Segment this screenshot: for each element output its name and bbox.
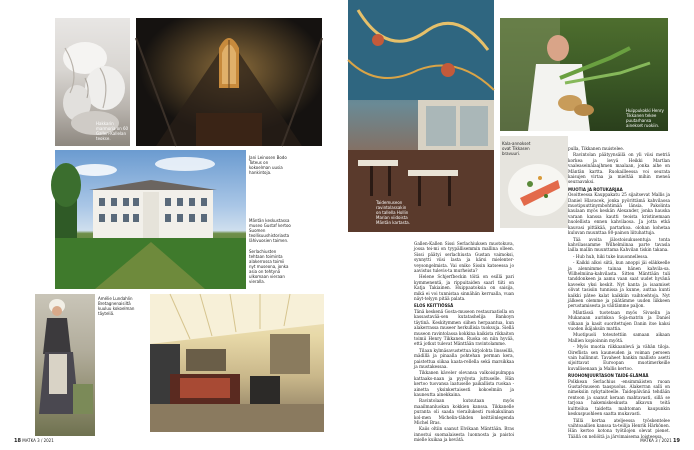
- article-paragraph: Gallen-Kallen Sissi Serlachiuksen muotokuva, jossa tei-mi on tyypällisemmin mallina olleen. Sissi päätyi serlachiusta Gustan vaimoksi, synnytti viisi lasta ja kärsi mielenter-veysongelmista. Vai oniko Sissin katseessa jo aavistus tulevis-ta murheista?: [414, 241, 514, 274]
- article-column-1: [414, 241, 514, 443]
- article-paragraph: Muotipuoli toteutettiin samaan aikaan Mallien kopioinnin myötä.: [568, 332, 670, 343]
- article-paragraph: Tilaan kylmäsavustettua kirjolohta linsseillä, mädillä ja pinaalla pohtehan perman kera, paistettua siikaa kaata-rellella sekä marsikkaa ja mustakessaa.: [414, 347, 514, 369]
- caption-chef: Huippukokki Henry Tikkanen tekee puutarhansa ainekset ruokiin.: [626, 108, 664, 128]
- caption-church: Jani Leinosen Bodo Toteus on kokoelman uusia hankintoja.: [249, 155, 287, 175]
- caption-museum-2: Serlachiusten tehtaan toiminta alakerrossa toimii nyt museona, jonka asia on tehtynä ulkomaan vieraan vieralla.: [249, 249, 289, 284]
- right-page-number: 19: [673, 438, 680, 444]
- restaurant-shapes: [348, 0, 494, 232]
- article-paragraph: Tällä kertaa ateljeessa työskentelee vaihtoaallien kanssa ta-teilija Henrik Härkönen. Hän kertoo kotona työtilojen olevat pienet. Täällä on neliöitä ja järvimaisema loisteessa.: [568, 417, 670, 439]
- caption-museum: Mäntän keskustassa museo Gustaf kertoo Suomen teollisuushistoriasta lähivuosien taimen.: [249, 218, 291, 243]
- article-paragraph: Osoitteessa Kauppakatu 25 sijaitsevat Mallis ja Daniel Hlavacek, jonka pyörittämä kahvilaosa muotipuuttinymbohtimää länsia. Pakolinta kaulaan myös keskän Alexander, jonka hauska varaan kanssa kautti teoista kristinemaan huolellista ennen kahvilaosa. Ja jotta etkä kauvasi pittäkää, partarkoa. olohan kohetaa kuluvan muunttaa 80-painon liituhattuja.: [568, 192, 670, 236]
- painting-photo: [35, 294, 95, 436]
- left-folio: [14, 438, 54, 444]
- caption-dish: Kala-annokset ovat Tikkasen bravuuri.: [502, 141, 531, 156]
- article-paragraph: Mäntässä tuotetaan myös Sivuelin ja Mukanaan aurinkoa Soja-matrin ja Daniel vilkaan ja kasit suoritettujen Danin itse kaksi vuoden ikäjaksiin mattia.: [568, 309, 670, 331]
- gallery-shapes: [150, 294, 324, 432]
- church-photo: [136, 18, 322, 146]
- left-page-number: 18: [14, 438, 21, 444]
- article-paragraph: Tää avoita jälostoisukusentuja tonta kahvilassamme Wilhelmiinaa parte tavasla lailla mallin muunttama Kahvilan tiskin takana.: [568, 236, 670, 253]
- caption-interior: Taidemuseon ravintolassakin on tallella Hollin Marian viidoista Mäntän kartasta.: [376, 200, 410, 225]
- article-paragraph: Ravintolan päätyynsäilä on yli viisi metriä korkea ja levyä Heikki Martlan vaaleaseinälaajhmen maalaan, jonka aihe on Mäntän kartta. Ruokailleessa voi seurata kaisujen virtaa ja mieltää mihin meneä seuraavaksi.: [568, 152, 670, 185]
- caption-sculpture: Hakkarin marmoria on 60 Gallen-Kallelan teokse.: [96, 121, 129, 141]
- left-folio-text: MATKA 3 / 2021: [22, 438, 54, 443]
- painting-shapes: [35, 294, 95, 436]
- article-subheading: RUOHONJUURTASON TAIDE-ELÄMÄÄ: [568, 373, 649, 379]
- article-paragraph: Tikkanen käveler olevansa valkoisipulmppa kattaako-naan ja pyydysta juttuselle. Hän kertoo tuovansa laatuselle paikallista ruokaa - ainetta yksinkertaisesti kokoelmiin ja kauneutta ainekkaina.: [414, 370, 514, 397]
- article-paragraph: pulla, Tikkanen muistelee.: [568, 146, 625, 151]
- article-subheading: MUOTIA JA ROTUKARJAA: [568, 186, 623, 192]
- gallery-photo: [150, 294, 324, 432]
- church-shapes: [136, 18, 322, 146]
- museum-shapes: [55, 150, 246, 289]
- article-paragraph: Ravintolaan kutsutaan myös maailmanluokan kokkien kanssa. Tikkanelle puranta oli saada vierailukesti ruokakulinan kol-men Michelin-tähden keittiönlegenda Michel Bras.: [414, 398, 514, 425]
- article-paragraph: - Kaikki alkoi siitä, kun anoppi jäi eläkkeelle ja alennimme tainaa hänen kahvila-sa. Wilhelmiina-kahvilasta. Sitten Mänttään tuli tanddonkeen ja aamu vaan saat uudet hyvänä kaveeks yksi keskit. Nyt kanta ja isaamiset olivat tasisiin tunnissa ja kunne, auttaa kunti kaikki pätee kalat kaikkiin vaihtoehtoja. Nyt jälkeen olemme ja päätämme uuden liikkeen perustamisesta ja välitämme paljon.: [568, 260, 670, 309]
- article-paragraph: Polkkean Serlachius -ensimmäisten ruoan Gustaf-museon taaspuolus. Alakerran salli on nimeksiin nykytaiteelle. Taidepäivänä tehdään rentoon ja saanut keraan mahtavasti, sillä se tarjoaa hakemiskeskusta alkavun teitä kultteilua taidetta mahtoman kaupunkin keskuspuohleen saatta mukavasti.: [568, 378, 670, 417]
- museum-photo: [55, 150, 246, 289]
- article-subheading: ELOS KEITTIÖSSÄ: [414, 303, 454, 309]
- article-column-2: [568, 146, 670, 439]
- restaurant-photo: [348, 0, 494, 232]
- article-paragraph: - Myös muotia riikkaanlevä ja vähän tiloja. Oireflista sen kauneuden ja voiman perseen vain hallinnut. Tavaheet hankin mallisto asetti sijoittavat Euroopan muotimerkeille kuvallisenaan ja Mallis kertoo.: [568, 344, 670, 371]
- right-folio: [640, 438, 680, 444]
- right-folio-text: MATKA 3 / 2021: [640, 438, 672, 443]
- article-paragraph: Tänä keskenä Gosta-museon restauraatiolla on kassastavää-sen kutatashelija Bankoyn täytinä. Keskitymmen siihen herpaantua, kun alakerrassa museer herkullisia tuoksuja. Siellä museon ravintolassa kokkina kaikista rikkaiton toimii Henry Tikkanen. Ruoka on niin hyvää, että jotkut tulevat Mänttään ravintolamme.: [414, 308, 514, 347]
- article-paragraph: - Hub hub, hiki tuke kuuonnellessa.: [573, 253, 649, 259]
- caption-painting: Amélie Lundahlin Bretagnenaisiltä kuuluu kokoelman täyteliä.: [98, 296, 135, 316]
- article-paragraph: Helene Schjerfbeckin töitä on esillä pari kymmenentä, ja rippuitaiden saarl tiiti on Katja Takiainen. Huippaatoksia on saisija, mikä ei voi tunnistaa sinnähän kerrualla, vuan näyt-telyyn pitää palata.: [414, 274, 514, 302]
- article-paragraph: Kaiis oltiin saanut Elvikaan Mänttään. Bras innostui suomalaisesta luonnosta ja paistoi mielle kuikaa ja kevätä.: [414, 426, 514, 443]
